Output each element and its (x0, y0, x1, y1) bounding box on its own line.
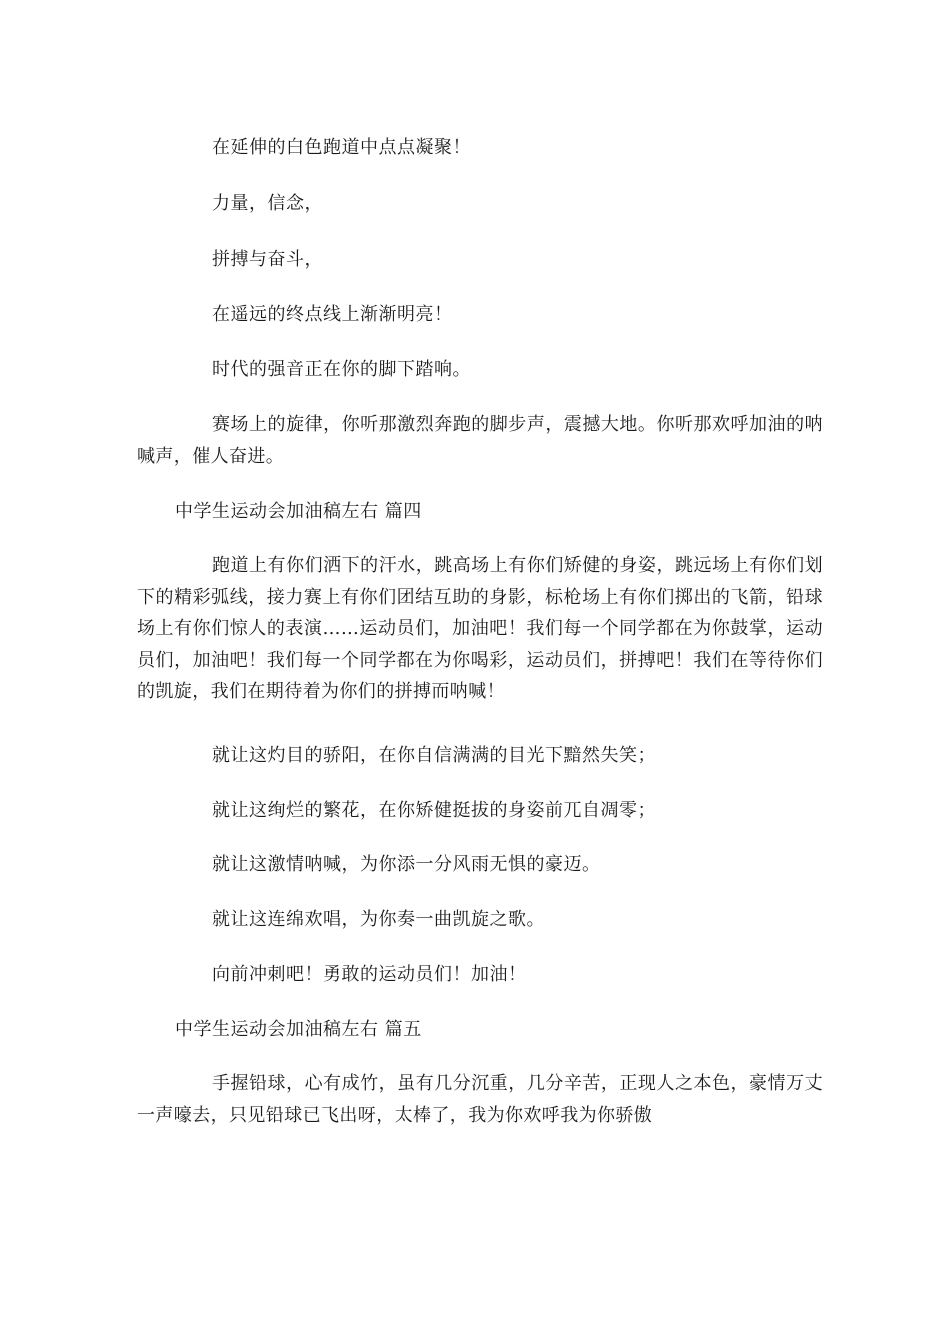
section-heading-5: 中学生运动会加油稿左右 篇五 (175, 1019, 422, 1040)
verse-line: 就让这绚烂的繁花，在你矫健挺拔的身姿前兀自凋零； (212, 800, 656, 821)
paragraph: 跑道上有你们洒下的汗水，跳高场上有你们矫健的身姿，跳远场上有你们划下的精彩弧线，接力赛上有你们团结互助的身影，标枪场上有你们掷出的飞箭，铅球场上有你们惊人的表演……运动员们，加油吧！我们每一个同学都在为你鼓掌，运动员们，加油吧！我们每一个同学都在为你喝彩，运动员们，拼搏吧！我们在等待你们的凯旋，我们在期待着为你们的拼搏而呐喊！ (137, 555, 823, 702)
verse-line: 在遥远的终点线上渐渐明亮！ (212, 304, 453, 325)
verse-line: 力量，信念， (212, 193, 323, 214)
verse-line: 就让这连绵欢唱，为你奏一曲凯旋之歌。 (212, 909, 545, 930)
verse-line: 就让这激情呐喊，为你添一分风雨无惧的豪迈。 (212, 854, 601, 875)
verse-line: 在延伸的白色跑道中点点凝聚！ (212, 137, 471, 158)
verse-line: 就让这灼目的骄阳，在你自信满满的目光下黯然失笑； (212, 745, 656, 766)
verse-line: 拼搏与奋斗， (212, 249, 323, 270)
paragraph: 手握铅球，心有成竹，虽有几分沉重，几分辛苦，正现人之本色，豪情万丈一声嚎去，只见铅球已飞出呀，太棒了，我为你欢呼我为你骄傲 (137, 1073, 823, 1126)
verse-line: 向前冲刺吧！勇敢的运动员们！加油！ (212, 964, 527, 985)
paragraph: 赛场上的旋律，你听那激烈奔跑的脚步声，震撼大地。你听那欢呼加油的呐喊声，催人奋进。 (137, 414, 823, 467)
section-heading-4: 中学生运动会加油稿左右 篇四 (175, 501, 422, 522)
verse-line: 时代的强音正在你的脚下踏响。 (212, 359, 471, 380)
